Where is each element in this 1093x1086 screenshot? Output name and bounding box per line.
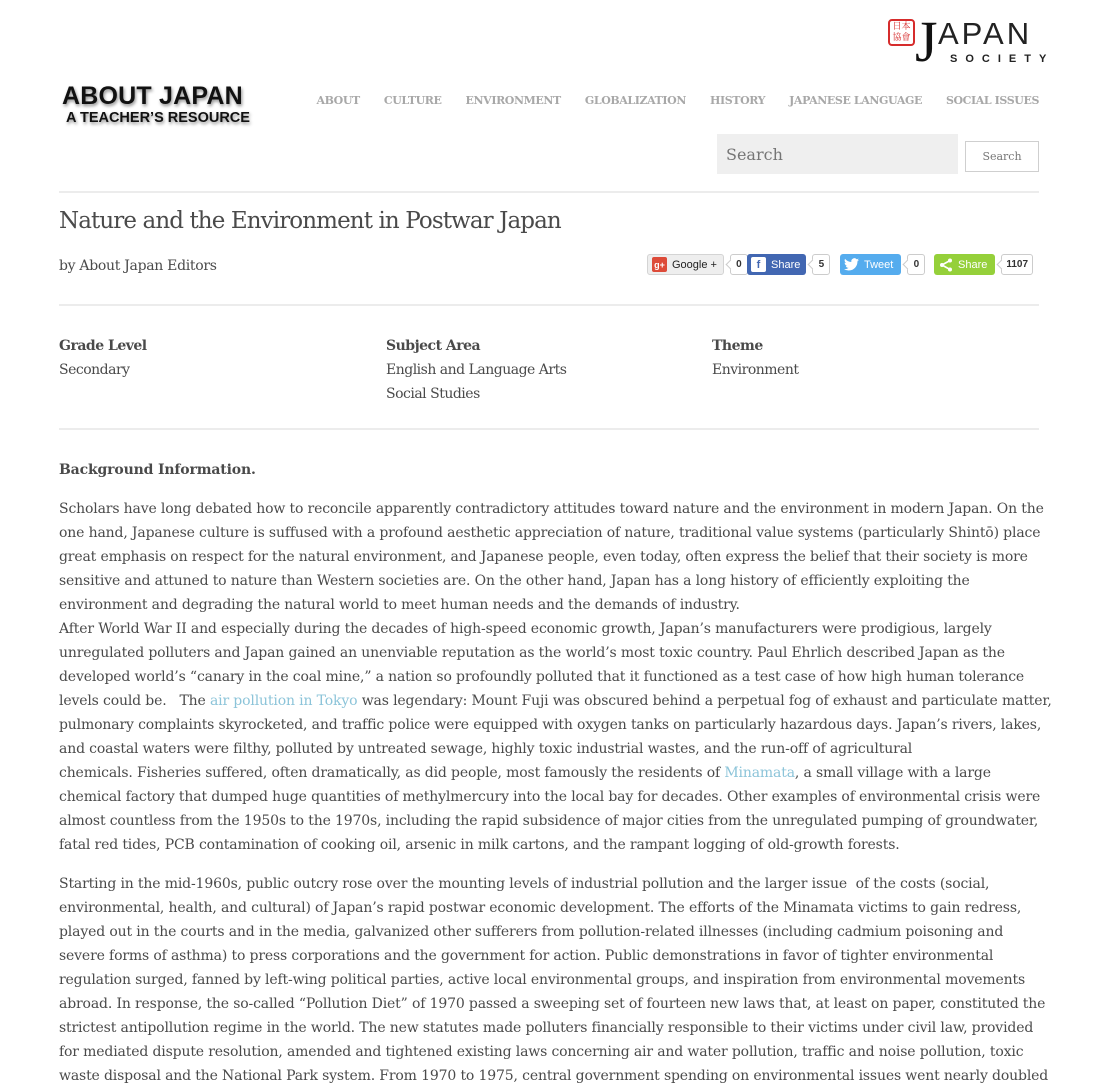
minamata-link[interactable]: Minamata: [724, 765, 795, 781]
search-button[interactable]: Search: [965, 141, 1039, 172]
share-nodes-icon: [938, 257, 953, 272]
facebook-icon: f: [751, 257, 766, 272]
logo-title: ABOUT JAPAN: [62, 82, 243, 110]
facebook-share-label: Share: [771, 258, 801, 271]
google-plus-label: Google +: [672, 258, 717, 271]
google-plus-button[interactable]: [647, 254, 724, 275]
japan-society-logo[interactable]: [888, 9, 1055, 74]
theme-block: [712, 334, 798, 382]
twitter-share: [840, 254, 925, 275]
byline: by About Japan Editors: [59, 258, 217, 274]
nav-history[interactable]: HISTORY: [710, 94, 766, 107]
nav-about[interactable]: ABOUT: [316, 94, 360, 107]
facebook-share: [747, 254, 830, 275]
subject-area-heading: Subject Area: [386, 338, 481, 354]
nav-social-issues[interactable]: SOCIAL ISSUES: [945, 94, 1039, 107]
logo-subtitle: A TEACHER’S RESOURCE: [66, 110, 250, 126]
air-pollution-tokyo-link[interactable]: air pollution in Tokyo: [209, 693, 358, 709]
subject-area-value: Social Studies: [386, 386, 480, 402]
sharethis-button[interactable]: [934, 254, 995, 275]
facebook-share-button[interactable]: [747, 254, 806, 275]
nav-globalization[interactable]: GLOBALIZATION: [584, 94, 687, 107]
paragraph: After World War II and especially during the decades of high-speed economic growth, Japan’s manufacturers were prodigious, largely unregulated polluters and Japan gained an unenviable reputation as the world’s most toxic country. Paul Ehrlich described Japan as the developed world’s “canary in the coal mine,” a nation so profoundly polluted that it functioned as a test case of how high human tolerance levels could be. The air pollution in Tokyo was legendary: Mount Fuji was obscured behind a perpetual fog of exhaust and particulate matter, pulmonary complaints skyrocketed, and traffic police were equipped with oxygen tanks on particularly hazardous days. Japan’s rivers, lakes, and coastal waters were filthy, polluted by untreated sewage, highly toxic industrial wastes, and the run-off of agricultural chemicals. Fisheries suffered, often dramatically, as did people, most famously the residents of Minamata, a small village with a large chemical factory that dumped huge quantities of methylmercury into the local bay for decades. Other examples of environmental crisis were almost countless from the 1950s to the 1970s, including the rapid subsidence of major cities from the unregulated pumping of groundwater, fatal red tides, PCB contamination of cooking oil, arsenic in milk cartons, and the rampant logging of old-growth forests.: [59, 621, 1052, 853]
paragraph: Scholars have long debated how to reconcile apparently contradictory attitudes toward nature and the environment in modern Japan. On the one hand, Japanese culture is suffused with a profound aesthetic appreciation of nature, traditional value systems (particularly Shintō) place great emphasis on respect for the natural environment, and Japanese people, even today, often express the belief that their society is more sensitive and attuned to nature than Western societies are. On the other hand, Japan has a long history of efficiently exploiting the environment and degrading the natural world to meet human needs and the demands of industry.: [59, 501, 1044, 613]
grade-level-value: Secondary: [59, 362, 130, 378]
paragraph: Starting in the mid-1960s, public outcry rose over the mounting levels of industrial pollution and the larger issue of the costs (social, environmental, health, and cultural) of Japan’s rapid postwar economic development. The efforts of the Minamata victims to gain redress, played out in the courts and in the media, galvanized other sufferers from pollution-related illnesses (including cadmium poisoning and severe forms of asthma) to press corporations and the government for action. Public demonstrations in favor of tighter environmental regulation surged, fanned by left-wing political parties, active local environmental groups, and inspiration from environmental movements abroad. In response, the so-called “Pollution Diet” of 1970 passed a sweeping set of fourteen new laws that, at least on paper, constituted the strictest antipollution regime in the world. The new statutes made polluters financially responsible to their victims under civil law, provided for mediated dispute resolution, amended and tightened existing laws concerning air and water pollution, traffic and noise pollution, toxic waste disposal and the National Park system. From 1970 to 1975, central government spending on environmental issues went nearly doubled: [59, 876, 1049, 1084]
twitter-bird-icon: [844, 257, 859, 272]
tweet-label: Tweet: [864, 258, 894, 271]
logo-society-text: SOCIETY: [950, 53, 1055, 65]
theme-value: Environment: [712, 362, 799, 378]
logo-j-letter: J: [915, 9, 938, 74]
google-plus-share: [647, 254, 748, 275]
google-plus-icon: g+: [652, 257, 667, 272]
article-body: [59, 458, 1052, 1086]
tweet-count: 0: [907, 254, 925, 275]
divider: [59, 428, 1039, 430]
subject-area-block: [386, 334, 566, 406]
seal-icon: 日本協會: [888, 19, 915, 46]
divider: [59, 191, 1039, 193]
divider: [59, 304, 1039, 306]
subject-area-value: English and Language Arts: [386, 362, 567, 378]
sharethis-count: 1107: [1001, 254, 1033, 275]
nav-japanese-language[interactable]: JAPANESE LANGUAGE: [789, 94, 922, 107]
search-input[interactable]: [717, 134, 958, 174]
main-nav: [292, 94, 1039, 107]
grade-level-block: [59, 334, 147, 382]
section-heading: Background Information.: [59, 462, 256, 478]
tweet-button[interactable]: [840, 254, 901, 275]
logo-japan-text: APAN: [938, 16, 1033, 51]
nav-culture[interactable]: CULTURE: [383, 94, 442, 107]
grade-level-heading: Grade Level: [59, 338, 147, 354]
about-japan-logo[interactable]: [62, 83, 252, 127]
sharethis-label: Share: [958, 258, 988, 271]
theme-heading: Theme: [712, 338, 763, 354]
google-plus-count: 0: [730, 254, 748, 275]
facebook-share-count: 5: [812, 254, 830, 275]
page-title: Nature and the Environment in Postwar Japan: [59, 208, 561, 234]
nav-environment[interactable]: ENVIRONMENT: [465, 94, 561, 107]
sharethis-share: [934, 254, 1033, 275]
